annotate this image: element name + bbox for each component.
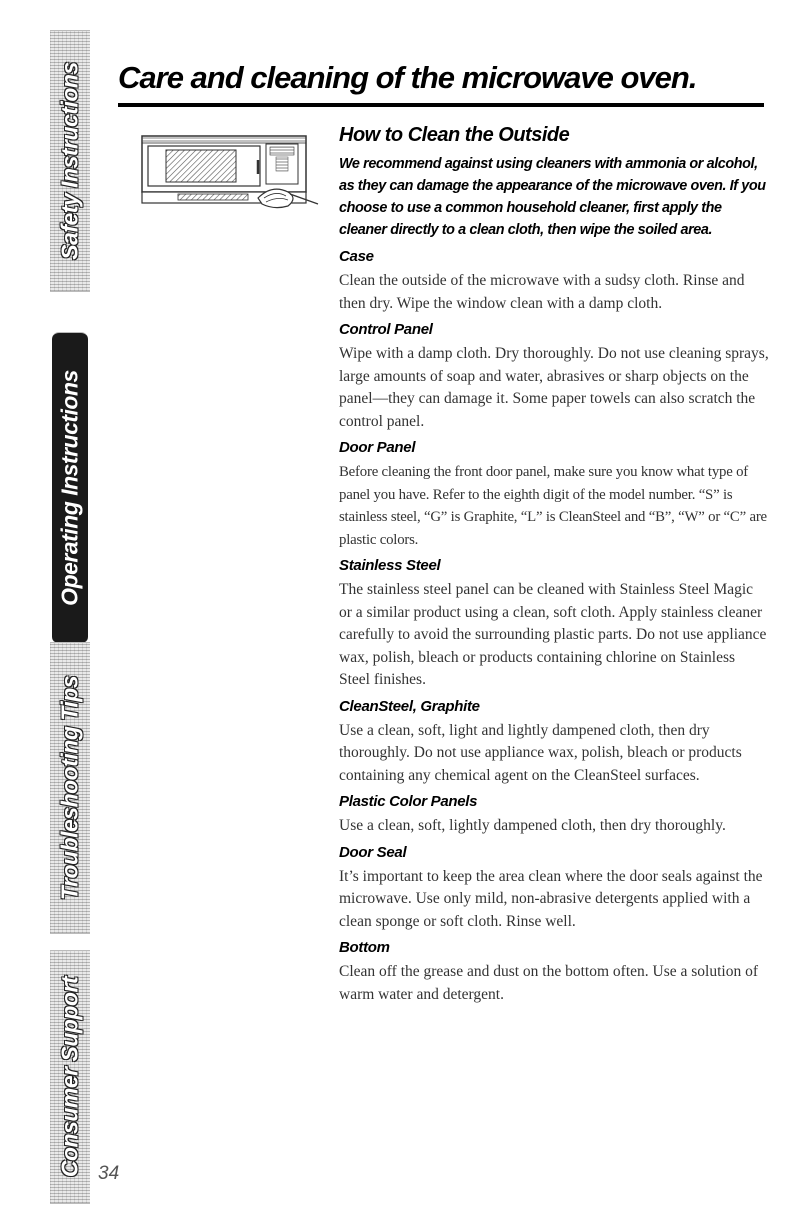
subsection-heading: Door Seal	[339, 843, 407, 861]
subsection-text: Before cleaning the front door panel, make sure you know what type of panel you have. Refer to the eighth digit of the model number. “S” is stainless steel, “G” is Graphite, “L” is CleanSteel and “B”, “W” or “C” are plastic colors.	[339, 464, 767, 548]
subsection-control-panel	[339, 319, 769, 433]
subsection-text: It’s important to keep the area clean where the door seals against the microwave. Use only mild, non-abrasive detergents applied with a clean sponge or soft cloth. Rinse well.	[339, 867, 763, 930]
subsection-heading: Door Panel	[339, 439, 416, 456]
tab-label: Operating Instructions	[56, 370, 83, 606]
tab-consumer-support[interactable]	[50, 950, 90, 1204]
subsection-bottom	[339, 937, 769, 1006]
subsection-text: Use a clean, soft, light and lightly dampened cloth, then dry thoroughly. Do not use appliance wax, polish, bleach or products containing any chemical agent on the CleanSteel surfaces.	[339, 721, 742, 784]
tab-label: Consumer Support	[56, 976, 83, 1178]
subsection-door-seal	[339, 842, 769, 934]
page-number: 34	[98, 1163, 120, 1184]
tab-label: Troubleshooting Tips	[56, 675, 83, 901]
cleaning-instructions	[339, 124, 769, 1009]
subsection-text: Clean off the grease and dust on the bottom often. Use a solution of warm water and detergent.	[339, 963, 758, 1003]
tab-operating-instructions[interactable]	[52, 332, 88, 644]
section-tabs	[50, 30, 90, 1202]
title-rule	[118, 103, 764, 107]
tab-safety-instructions[interactable]	[50, 30, 90, 292]
subsection-heading: CleanSteel, Graphite	[339, 697, 480, 715]
cleaner-warning: We recommend against using cleaners with ammonia or alcohol, as they can damage the appearance of the microwave oven. If you choose to use a common household cleaner, first apply the cleaner directly to a clean cloth, then wipe the soiled area.	[339, 156, 766, 238]
section-heading: How to Clean the Outside	[339, 124, 570, 146]
subsection-heading: Bottom	[339, 939, 390, 956]
subsection-text: Clean the outside of the microwave with a sudsy cloth. Rinse and then dry. Wipe the window clean with a damp cloth.	[339, 272, 745, 312]
subsection-door-panel	[339, 437, 769, 551]
subsection-heading: Case	[339, 248, 374, 265]
tab-label: Safety Instructions	[56, 62, 83, 260]
subsection-heading: Control Panel	[339, 321, 433, 338]
subsection-text: The stainless steel panel can be cleaned with Stainless Steel Magic or a similar product using a clean, soft cloth. Apply stainless cleaner carefully to avoid the surrounding plastic parts. Do not use appliance wax, polish, bleach or products containing chlorine on Stainless Steel finishes.	[339, 581, 767, 688]
subsection-text: Use a clean, soft, lightly dampened cloth, then dry thoroughly.	[339, 817, 726, 834]
microwave-illustration	[138, 134, 324, 210]
subsection-stainless-steel	[339, 555, 769, 692]
subsection-heading: Stainless Steel	[339, 557, 441, 574]
subsection-cleansteel-graphite	[339, 696, 769, 788]
subsection-heading: Plastic Color Panels	[339, 793, 478, 810]
subsection-plastic-color-panels	[339, 791, 769, 838]
subsection-text: Wipe with a damp cloth. Dry thoroughly. Do not use cleaning sprays, large amounts of soap and water, abrasives or sharp objects on the panel—they can damage it. Some paper towels can also scratch the control panel.	[339, 345, 769, 430]
tab-troubleshooting-tips[interactable]	[50, 642, 90, 934]
subsection-case	[339, 246, 769, 315]
page-title: Care and cleaning of the microwave oven.	[118, 60, 697, 95]
